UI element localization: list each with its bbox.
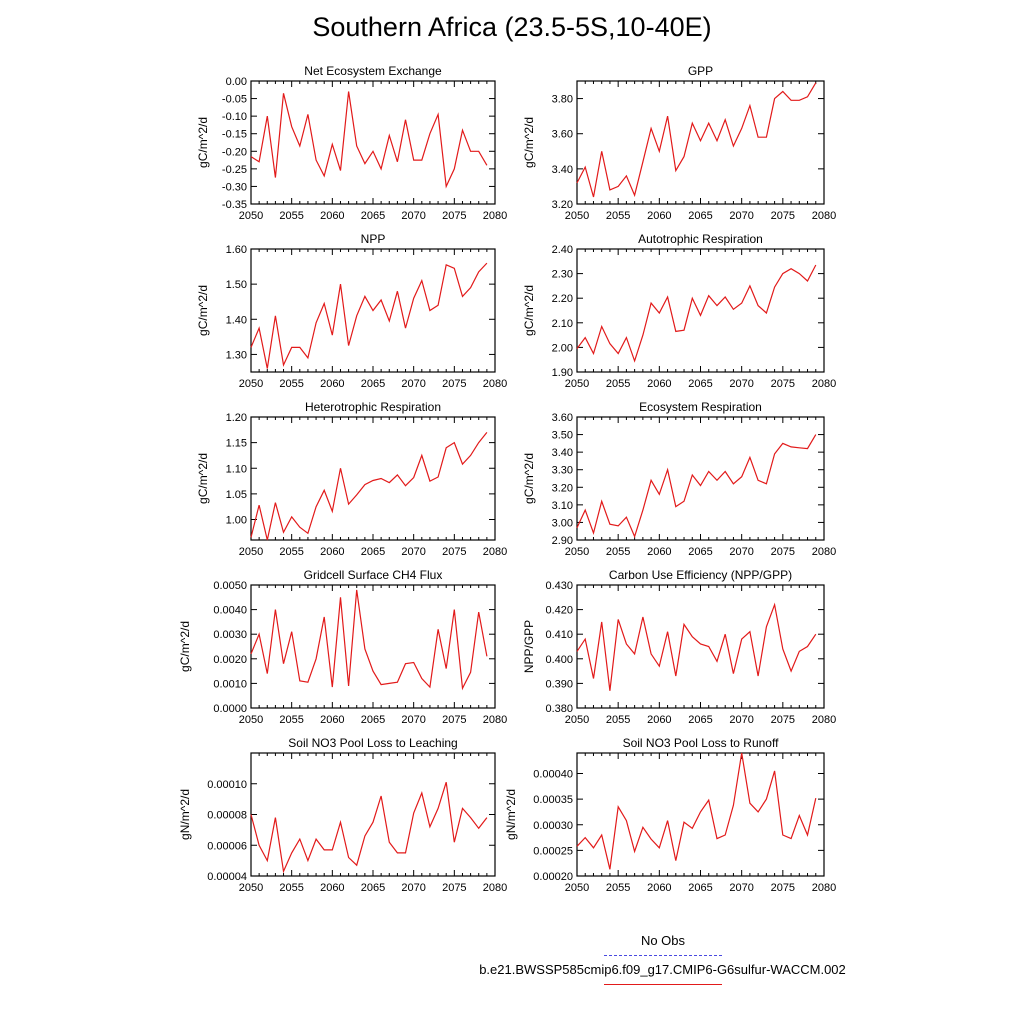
y-tick-label: 3.10 bbox=[551, 499, 573, 512]
y-tick-label: 0.0010 bbox=[213, 678, 247, 691]
y-tick-label: 0.00004 bbox=[207, 871, 247, 883]
x-tick-label: 2050 bbox=[238, 546, 264, 558]
y-tick-label: 3.60 bbox=[551, 412, 573, 424]
y-tick-label: -0.20 bbox=[221, 146, 247, 159]
y-tick-label: 2.30 bbox=[551, 268, 573, 281]
y-tick-label: 2.00 bbox=[551, 342, 573, 355]
chart-panel-4 bbox=[522, 232, 836, 390]
series-line bbox=[577, 265, 816, 361]
chart-panel-10 bbox=[504, 736, 836, 894]
chart-panel-7 bbox=[178, 568, 507, 726]
x-tick-label: 2065 bbox=[360, 882, 386, 894]
x-tick-label: 2055 bbox=[279, 546, 304, 558]
x-tick-label: 2075 bbox=[442, 714, 467, 726]
chart-panel-8 bbox=[522, 568, 836, 726]
x-tick-label: 2065 bbox=[360, 546, 386, 558]
x-tick-label: 2055 bbox=[605, 378, 631, 390]
y-tick-label: 3.40 bbox=[551, 447, 573, 460]
y-tick-label: 0.00030 bbox=[533, 819, 573, 832]
panel-title: Gridcell Surface CH4 Flux bbox=[303, 568, 443, 582]
x-tick-label: 2075 bbox=[442, 546, 467, 558]
plot-frame bbox=[251, 81, 495, 204]
x-tick-label: 2060 bbox=[647, 210, 672, 222]
series-line bbox=[251, 432, 487, 540]
x-tick-label: 2070 bbox=[401, 714, 426, 726]
figure-title: Southern Africa (23.5-5S,10-40E) bbox=[312, 12, 712, 42]
y-tick-label: 0.00020 bbox=[533, 871, 573, 883]
x-tick-label: 2070 bbox=[729, 882, 754, 894]
x-tick-label: 2050 bbox=[564, 378, 590, 390]
x-tick-label: 2050 bbox=[238, 378, 264, 390]
y-tick-label: 1.60 bbox=[225, 244, 247, 256]
y-tick-label: 0.00008 bbox=[207, 809, 247, 822]
x-tick-label: 2065 bbox=[688, 378, 713, 390]
chart-panel-1 bbox=[196, 64, 507, 222]
plot-frame bbox=[577, 81, 824, 204]
x-tick-label: 2060 bbox=[647, 546, 672, 558]
x-tick-label: 2065 bbox=[688, 546, 713, 558]
y-tick-label: 0.0030 bbox=[213, 629, 247, 642]
y-axis-label: gC/m^2/d bbox=[196, 117, 210, 168]
y-tick-label: 3.30 bbox=[551, 464, 573, 477]
x-tick-label: 2075 bbox=[442, 210, 467, 222]
plot-frame bbox=[577, 249, 824, 372]
x-tick-label: 2075 bbox=[770, 210, 796, 222]
panel-title: Soil NO3 Pool Loss to Runoff bbox=[622, 736, 779, 750]
x-tick-label: 2075 bbox=[770, 378, 796, 390]
x-tick-label: 2055 bbox=[279, 714, 304, 726]
y-tick-label: -0.35 bbox=[221, 199, 247, 211]
y-tick-label: 0.430 bbox=[545, 580, 573, 592]
panel-title: Autotrophic Respiration bbox=[638, 232, 763, 246]
y-tick-label: 0.00010 bbox=[207, 778, 247, 791]
x-tick-label: 2060 bbox=[320, 714, 345, 726]
x-tick-label: 2055 bbox=[605, 210, 631, 222]
y-tick-label: -0.10 bbox=[221, 111, 247, 124]
x-tick-label: 2060 bbox=[320, 210, 345, 222]
x-tick-label: 2075 bbox=[770, 714, 796, 726]
series-line bbox=[251, 590, 487, 688]
x-tick-label: 2070 bbox=[401, 546, 426, 558]
y-tick-label: 1.30 bbox=[225, 349, 247, 362]
y-tick-label: 3.00 bbox=[551, 517, 573, 530]
x-tick-label: 2060 bbox=[320, 378, 345, 390]
x-tick-label: 2080 bbox=[482, 546, 508, 558]
y-tick-label: 2.20 bbox=[551, 293, 573, 306]
y-tick-label: 0.0020 bbox=[213, 653, 247, 666]
x-tick-label: 2060 bbox=[320, 546, 345, 558]
x-tick-label: 2080 bbox=[811, 714, 837, 726]
series-line bbox=[577, 753, 816, 869]
x-tick-label: 2075 bbox=[442, 378, 467, 390]
x-tick-label: 2080 bbox=[811, 378, 837, 390]
y-tick-label: 1.10 bbox=[225, 463, 247, 476]
y-tick-label: 3.20 bbox=[551, 199, 573, 211]
x-tick-label: 2075 bbox=[770, 882, 796, 894]
x-tick-label: 2050 bbox=[238, 882, 264, 894]
y-tick-label: 1.90 bbox=[551, 367, 573, 379]
x-tick-label: 2055 bbox=[279, 378, 304, 390]
y-tick-label: 3.40 bbox=[551, 163, 573, 176]
y-tick-label: 0.0000 bbox=[213, 703, 247, 715]
x-tick-label: 2065 bbox=[360, 378, 386, 390]
x-tick-label: 2070 bbox=[729, 210, 754, 222]
series-line bbox=[251, 92, 487, 187]
y-tick-label: 2.90 bbox=[551, 535, 573, 547]
panel-title: NPP bbox=[360, 232, 386, 246]
x-tick-label: 2080 bbox=[482, 378, 508, 390]
x-tick-label: 2070 bbox=[401, 882, 426, 894]
x-tick-label: 2070 bbox=[729, 546, 754, 558]
x-tick-label: 2080 bbox=[811, 546, 837, 558]
y-tick-label: -0.05 bbox=[221, 93, 247, 106]
y-tick-label: 0.380 bbox=[545, 703, 573, 715]
y-tick-label: 0.390 bbox=[545, 678, 573, 691]
x-tick-label: 2050 bbox=[238, 714, 264, 726]
panel-title: Soil NO3 Pool Loss to Leaching bbox=[288, 736, 458, 750]
x-tick-label: 2055 bbox=[605, 546, 631, 558]
x-tick-label: 2050 bbox=[564, 210, 590, 222]
y-tick-label: 0.420 bbox=[545, 604, 573, 617]
chart-panel-3 bbox=[196, 232, 507, 390]
x-tick-label: 2055 bbox=[605, 714, 631, 726]
y-tick-label: 1.00 bbox=[225, 514, 247, 527]
x-tick-label: 2065 bbox=[688, 714, 713, 726]
y-axis-label: gC/m^2/d bbox=[196, 453, 210, 504]
y-tick-label: 3.20 bbox=[551, 482, 573, 495]
panel-title: Net Ecosystem Exchange bbox=[304, 64, 442, 78]
legend-case-line bbox=[604, 984, 722, 985]
x-tick-label: 2060 bbox=[320, 882, 345, 894]
y-axis-label: gC/m^2/d bbox=[522, 453, 536, 504]
x-tick-label: 2050 bbox=[564, 546, 590, 558]
y-axis-label: gC/m^2/d bbox=[178, 621, 192, 672]
chart-panel-2 bbox=[522, 64, 836, 222]
y-axis-label: gN/m^2/d bbox=[178, 789, 192, 840]
y-tick-label: 1.40 bbox=[225, 314, 247, 327]
y-axis-label: gC/m^2/d bbox=[522, 285, 536, 336]
x-tick-label: 2080 bbox=[482, 714, 508, 726]
x-tick-label: 2050 bbox=[238, 210, 264, 222]
x-tick-label: 2080 bbox=[811, 882, 837, 894]
x-tick-label: 2070 bbox=[729, 378, 754, 390]
x-tick-label: 2065 bbox=[688, 882, 713, 894]
x-tick-label: 2050 bbox=[564, 882, 590, 894]
x-tick-label: 2065 bbox=[360, 210, 386, 222]
series-line bbox=[577, 435, 816, 537]
panel-title: Ecosystem Respiration bbox=[639, 400, 762, 414]
y-tick-label: 0.400 bbox=[545, 653, 573, 666]
x-tick-label: 2075 bbox=[770, 546, 796, 558]
series-line bbox=[251, 782, 487, 871]
panel-title: Carbon Use Efficiency (NPP/GPP) bbox=[608, 568, 793, 582]
x-tick-label: 2055 bbox=[279, 210, 304, 222]
y-tick-label: 0.00 bbox=[225, 76, 247, 88]
x-tick-label: 2075 bbox=[442, 882, 467, 894]
plot-frame bbox=[251, 417, 495, 540]
x-tick-label: 2080 bbox=[482, 210, 508, 222]
y-axis-label: gN/m^2/d bbox=[504, 789, 518, 840]
x-tick-label: 2050 bbox=[564, 714, 590, 726]
x-tick-label: 2065 bbox=[688, 210, 713, 222]
y-axis-label: NPP/GPP bbox=[522, 619, 536, 674]
y-tick-label: 3.50 bbox=[551, 429, 573, 442]
y-axis-label: gC/m^2/d bbox=[522, 117, 536, 168]
legend-obs-label: No Obs bbox=[640, 933, 686, 948]
y-tick-label: 0.00035 bbox=[533, 794, 573, 807]
legend-obs-line bbox=[604, 955, 722, 956]
y-tick-label: 0.410 bbox=[545, 629, 573, 642]
x-tick-label: 2080 bbox=[482, 882, 508, 894]
chart-panel-9 bbox=[178, 736, 507, 894]
x-tick-label: 2070 bbox=[401, 210, 426, 222]
plot-frame bbox=[251, 753, 495, 876]
x-tick-label: 2060 bbox=[647, 882, 672, 894]
series-line bbox=[577, 83, 816, 197]
x-tick-label: 2065 bbox=[360, 714, 386, 726]
plot-frame bbox=[577, 753, 824, 876]
y-tick-label: 3.60 bbox=[551, 128, 573, 141]
x-tick-label: 2060 bbox=[647, 378, 672, 390]
chart-panel-6 bbox=[522, 400, 836, 558]
y-tick-label: 0.00006 bbox=[207, 840, 247, 853]
series-line bbox=[577, 605, 816, 691]
y-tick-label: 2.40 bbox=[551, 244, 573, 256]
chart-panel-5 bbox=[196, 400, 507, 558]
y-tick-label: 1.15 bbox=[225, 437, 247, 450]
y-tick-label: 1.50 bbox=[225, 279, 247, 292]
legend-case-label: b.e21.BWSSP585cmip6.f09_g17.CMIP6-G6sulfur-WACCM.002 bbox=[479, 962, 846, 977]
y-axis-label: gC/m^2/d bbox=[196, 285, 210, 336]
plot-frame bbox=[577, 417, 824, 540]
y-tick-label: 0.0050 bbox=[213, 580, 247, 592]
x-tick-label: 2080 bbox=[811, 210, 837, 222]
x-tick-label: 2055 bbox=[605, 882, 631, 894]
plot-frame bbox=[577, 585, 824, 708]
y-tick-label: -0.25 bbox=[221, 163, 247, 176]
panel-title: Heterotrophic Respiration bbox=[304, 400, 442, 414]
y-tick-label: 2.10 bbox=[551, 317, 573, 330]
y-tick-label: -0.30 bbox=[221, 181, 247, 194]
x-tick-label: 2060 bbox=[647, 714, 672, 726]
y-tick-label: 0.00040 bbox=[533, 768, 573, 781]
x-tick-label: 2055 bbox=[279, 882, 304, 894]
x-tick-label: 2070 bbox=[401, 378, 426, 390]
y-tick-label: 3.80 bbox=[551, 93, 573, 106]
series-line bbox=[251, 263, 487, 368]
x-tick-label: 2070 bbox=[729, 714, 754, 726]
y-tick-label: 1.05 bbox=[225, 488, 247, 501]
y-tick-label: -0.15 bbox=[221, 128, 247, 141]
y-tick-label: 1.20 bbox=[225, 412, 247, 424]
panel-title: GPP bbox=[687, 64, 714, 78]
y-tick-label: 0.00025 bbox=[533, 845, 573, 858]
y-tick-label: 0.0040 bbox=[213, 604, 247, 617]
